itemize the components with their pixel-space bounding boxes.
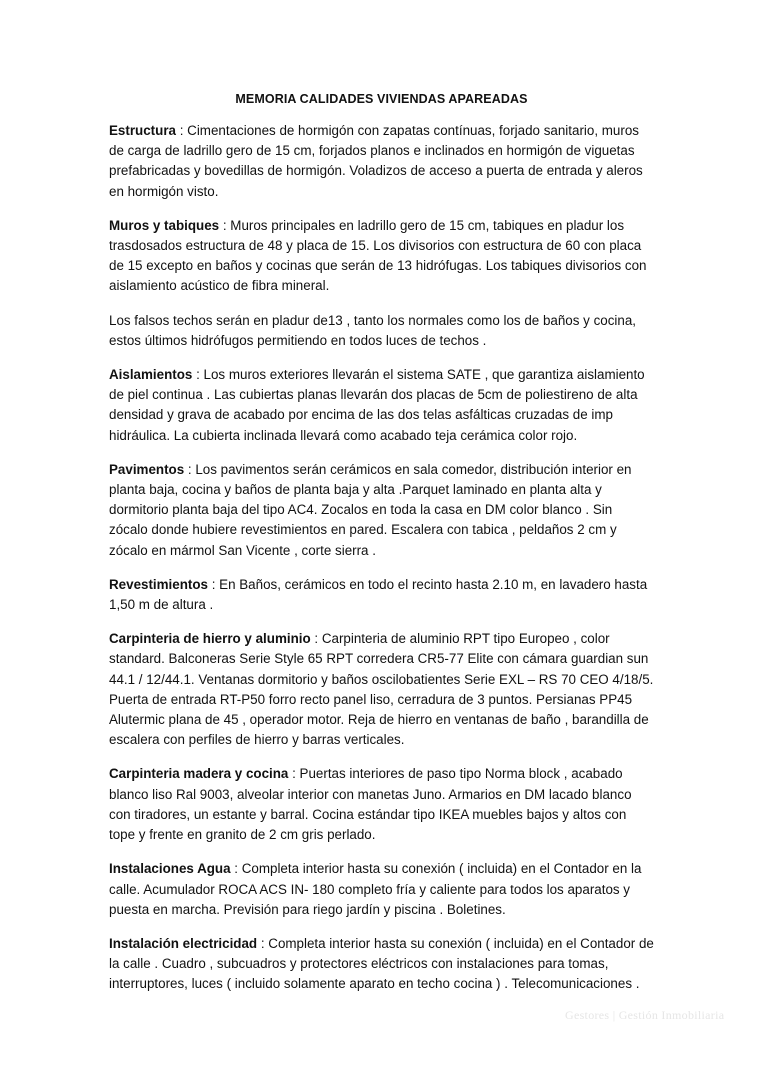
section-text: En Baños, cerámicos en todo el recinto hasta 2.10 m, en lavadero hasta 1,50 m de altura .: [109, 576, 648, 613]
section-text: Puertas interiores de paso tipo Norma block , acabado blanco liso Ral 9003, alveolar interior con manetas Juno. Armarios en DM lacado blanco con tiradores, un estante y barral. Cocina estándar tipo IKEA muebles bajos y altos con tope y frente en granito de 2 cm gris perlado.: [109, 766, 632, 843]
section-separator: :: [219, 217, 231, 233]
document-title: MEMORIA CALIDADES VIVIENDAS APAREADAS: [235, 92, 528, 106]
section-text: Completa interior hasta su conexión ( incluida) en el Contador en la calle. Acumulador ROCA ACS IN- 180 completo fría y caliente para todos los aparatos y puesta en marcha. Previsión para riego jardín y piscina . Boletines.: [109, 861, 642, 917]
watermark-text: Gestores | Gestión Inmobiliaria: [565, 1008, 725, 1022]
section-heading: Instalaciones Agua: [109, 861, 231, 877]
section-text: Los muros exteriores llevarán el sistema SATE , que garantiza aislamiento de piel continua . Las cubiertas planas llevarán dos placas de 5cm de poliestireno de alta densidad y grava de acabado por encima de las dos telas asfálticas cruzadas de imp hidráulica. La cubierta inclinada llevará como acabado teja cerámica color rojo.: [109, 367, 645, 443]
section-separator: :: [184, 461, 196, 477]
section-separator: :: [310, 631, 322, 647]
section-carpinteria-hierro-aluminio: [109, 629, 654, 750]
section-heading: Carpinteria madera y cocina: [109, 766, 289, 782]
document-body: [109, 121, 654, 1009]
section-heading: Carpinteria de hierro y aluminio: [109, 631, 311, 647]
section-text: Los falsos techos serán en pladur de13 , tanto los normales como los de baños y cocina, estos últimos hidrófugos permitiendo en todos luces de techos .: [109, 312, 637, 348]
section-heading: Aislamientos: [109, 367, 193, 383]
section-separator: :: [192, 367, 204, 383]
section-instalacion-electricidad: [109, 934, 654, 995]
section-heading: Instalación electricidad: [109, 935, 258, 951]
section-instalaciones-agua: [109, 859, 654, 920]
section-aislamientos: [109, 365, 654, 446]
section-text: Muros principales en ladrillo gero de 15 cm, tabiques en pladur los trasdosados estructura de 48 y placa de 15. Los divisorios con estructura de 60 con placa de 15 excepto en baños y cocinas que serán de 13 hidrófugas. Los tabiques divisorios con aislamiento acústico de fibra mineral.: [109, 217, 647, 294]
section-text: Carpinteria de aluminio RPT tipo Europeo , color standard. Balconeras Serie Style 65 RPT corredera CR5-77 Elite con cámara guardian sun 44.1 / 12/44.1. Ventanas dormitorio y baños oscilobatientes Serie EXL – RS 70 CEO 4/18/5. Puerta de entrada RT-P50 forro recto panel liso, cerradura de 3 puntos. Persianas PP45 Alutermic plana de 45 , operador motor. Reja de hierro en ventanas de baño , barandilla de escalera con perfiles de hierro y barras verticales.: [109, 631, 654, 748]
section-revestimientos: [109, 575, 654, 615]
section-heading: Estructura: [109, 123, 176, 138]
section-text: Completa interior hasta su conexión ( incluida) en el Contador de la calle . Cuadro , subcuadros y protectores eléctricos con instalaciones para tomas, interruptores, luces ( incluido solamente aparato en techo cocina ) . Telecomunicaciones .: [109, 935, 654, 992]
section-estructura: [109, 121, 654, 202]
section-separator: :: [257, 935, 269, 951]
section-text: Los pavimentos serán cerámicos en sala comedor, distribución interior en planta baja, cocina y baños de planta baja y alta .Parquet laminado en planta alta y dormitorio planta baja del tipo AC4. Zocalos en toda la casa en DM color blanco . Sin zócalo donde hubiere revestimientos en pared. Escalera con tabica , peldaños 2 cm y zócalo en mármol San Vicente , corte sierra .: [109, 461, 632, 558]
section-heading: Revestimientos: [109, 576, 208, 592]
section-separator: :: [288, 766, 300, 782]
section-muros-tabiques: [109, 216, 654, 297]
section-separator: :: [207, 576, 220, 592]
section-pavimentos: [109, 460, 654, 561]
section-text: Cimentaciones de hormigón con zapatas contínuas, forjado sanitario, muros de carga de ladrillo gero de 15 cm, forjados planos e inclinados en hormigón de viguetas prefabricadas y bovedillas de hormigón. Voladizos de acceso a puerta de entrada y aleros en hormigón visto.: [109, 123, 643, 199]
section-falsos-techos: [109, 311, 654, 351]
section-separator: :: [230, 861, 242, 877]
section-heading: Pavimentos: [109, 461, 185, 477]
section-separator: :: [175, 123, 188, 138]
section-heading: Muros y tabiques: [109, 217, 220, 233]
section-carpinteria-madera-cocina: [109, 764, 654, 845]
